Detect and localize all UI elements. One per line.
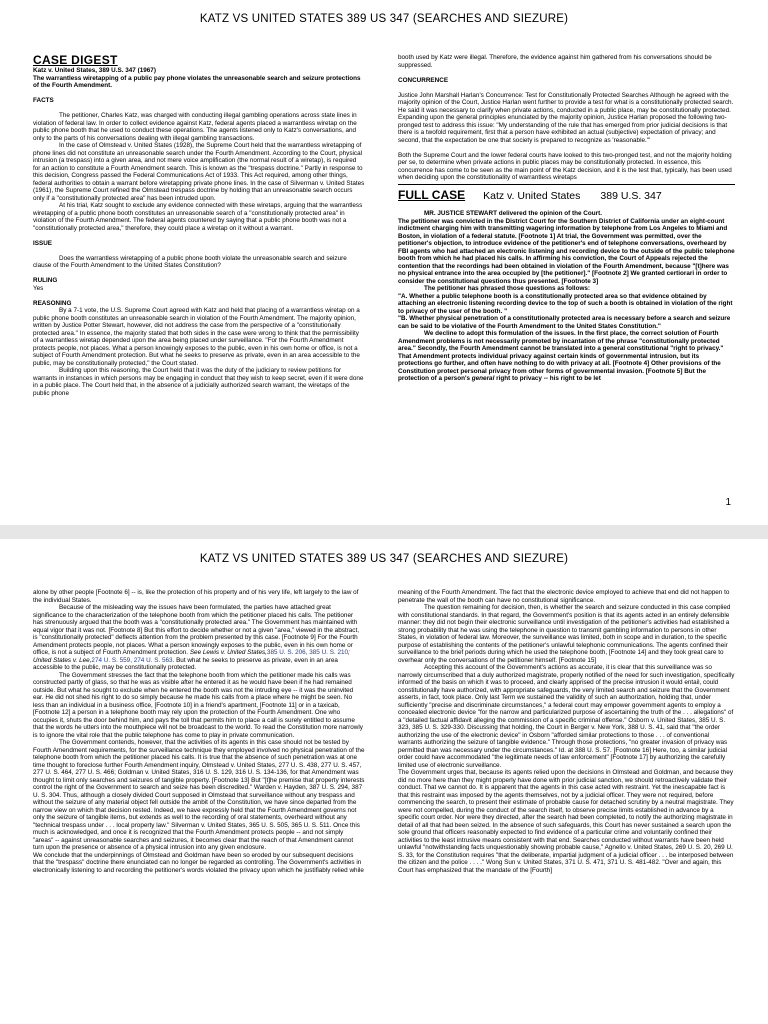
issue-heading: ISSUE: [33, 239, 53, 247]
issue-text: Does the warrantless wiretapping of a public phone booth violate the unreasonable search and seizure clause of the Fourth Amendment to the United States Constitution?: [33, 254, 347, 269]
right-column: [398, 54, 735, 496]
opinion-text: right to privacy -- his right to be let: [496, 375, 601, 382]
case-digest-title: CASE DIGEST: [33, 54, 118, 67]
left-paragraph: alone by other people [Footnote 6] -- is, like the protection of his property and of his very life, left largely to the law of the individual States.: [33, 589, 359, 604]
case-summary: The warrantless wiretapping of a public pay phone violates the unreasonable search and seizure protections of the Fourth Amendment.: [33, 74, 361, 89]
concurrence-paragraph: Justice John Marshall Harlan's Concurrence: Test for Constitutionally Protected Searches Although he agreed with the majority opinion of the Court, Justice Harlan went further to provide a test for what is a constitutionally protected search. He said it was necessary to clarify when private actions, conducted in a public place, may be constitutionally protected. Expanding upon the general principles enunciated by the majority opinion, Justice Harlan proposed the following two-pronged test to address this issue: "My understanding of the rule that has emerged from prior judicial decisions is that there is a twofold requirement, first that a person have exhibited an actual (subjective) expectation of privacy; and second, that the expectation be one that society is prepared to recognize as 'reasonable.'": [398, 91, 734, 144]
left-column: [33, 589, 365, 1024]
left-paragraph: The Government stresses the fact that the telephone booth from which the petitioner made his calls was constructed partly of glass, so that he was as visible after he entered it as he would have been if he had remained outside. But what he sought to exclude when he entered the booth was not the intruding eye -- it was the uninvited ear. He did not shed his right to do so simply because he made his calls from a place where he might be seen. No less than an individual in a business office, [Footnote 10] in a friend's apartment, [Footnote 11] or in a taxicab, [Footnote 12] a person in a telephone booth may rely upon the protection of the Fourth Amendment. One who occupies it, shuts the door behind him, and pays the toll that permits him to place a call is surely entitled to assume that the words he utters into the mouthpiece will not be broadcast to the world. To read the Constitution more narrowly is to ignore the vital role that the public telephone has come to play in private communication.: [33, 671, 363, 739]
facts-paragraph: In the case of Olmstead v. United States (1928), the Supreme Court held that the warrantless wiretapping of phone lines did not constitute an unreasonable search under the Fourth Amendment. According to the Court, physical intrusion (a trespass) into a given area, and not mere voice amplification (the normal result of a wiretap), is required for an action to constitute a Fourth Amendment search. This is known as the "trespass doctrine." Partly in response to this decision, Congress passed the Federal Communications Act of 1933. This Act required, among other things, federal authorities to obtain a warrant before wiretapping private phone lines. In the case of Silverman v. United States (1961), the Supreme Court refined the Olmstead trespass doctrine by holding that an unreasonable search occurs only if a "constitutionally protected area" has been intruded upon.: [33, 142, 365, 202]
right-paragraph: The question remaining for decision, then, is whether the search and seizure conducted in this case complied with constitutional standards. In that regard, the Government's position is that its agents acted in an entirely defensible manner: they did not begin their electronic surveillance until investigation of the petitioner's activities had established a strong probability that he was using the telephone in question to transmit gambling information to persons in other States, in violation of federal law. Moreover, the surveillance was limited, both in scope and in duration, to the specific purpose of establishing the contents of the petitioner's unlawful telephonic communications. The agents confined their surveillance to the brief periods during which he used the telephone booth, [Footnote 14] and they took great care to overhear only the conversations of the petitioner himself. [Footnote 15]: [398, 604, 731, 664]
case-citation-link[interactable]: 385 U. S. 206, 385 U. S. 210: [266, 649, 349, 656]
opinion-intro: MR. JUSTICE STEWART delivered the opinion of the Court.: [424, 210, 602, 217]
left-paragraph: [33, 604, 365, 672]
facts-heading: FACTS: [33, 97, 54, 104]
opinion-question: "B. Whether physical penetration of a constitutionally protected area is necessary before a search and seizure can be said to be violative of the Fourth Amendment to the United States Constitution.": [398, 315, 731, 330]
paragraph-text: . But what he seeks to preserve as private, even in an area accessible to the public, may be constitutionally protected.: [33, 656, 338, 671]
ruling-heading: RULING: [33, 277, 58, 284]
opinion-paragraph: The petitioner has phrased those questions as follows:: [424, 285, 591, 292]
left-column: [33, 54, 365, 496]
document-page-2: [0, 539, 768, 1024]
page-header: KATZ VS UNITED STATES 389 US 347 (SEARCHES AND SIEZURE): [199, 553, 569, 565]
right-paragraph: meaning of the Fourth Amendment. The fact that the electronic device employed to achieve that end did not happen to penetrate the wall of the booth can have no constitutional significance.: [398, 589, 730, 604]
full-case-citation: 389 U.S. 347: [600, 189, 662, 202]
right-paragraph: Accepting this account of the Government's actions as accurate, it is clear that this surveillance was so narrowly circumscribed that a duly authorized magistrate, properly notified of the need for such investigation, specifically informed of the basis on which it was to proceed, and clearly apprised of the precise intrusion it would entail, could constitutionally have authorized, with appropriate safeguards, the very limited search and seizure that the Government asserts, in fact, took place. Only last Term we sustained the validity of such an authorization, holding that, under sufficiently "precise and discriminate circumstances," a federal court may empower government agents to employ a concealed electronic device "for the narrow and particularized purpose of ascertaining the truth of the . . . allegations" of a "detailed factual affidavit alleging the commission of a specific criminal offense." Osborn v. United States, 385 U. S. 323, 385 U. S. 329-330. Discussing that holding, the Court in Berger v. New York, 388 U. S. 41, said that "the order authorizing the use of the electronic device" in Osborn "afforded similar protections to those . . . of conventional warrants authorizing the seizure of tangible evidence." Through those protections, "no greater invasion of privacy was permitted than was necessary under the circumstances." Id. at 388 U. S. 57. [Footnote 16] Here, too, a similar judicial order could have accommodated "the legitimate needs of law enforcement" [Footnote 17] by authorizing the carefully limited use of electronic surveillance.: [398, 664, 735, 769]
right-paragraph: The Government urges that, because its agents relied upon the decisions in Olmstead and Goldman, and because they did no more here than they might properly have done with prior judicial sanction, we should retroactively validate their conduct. That we cannot do. It is apparent that the agents in this case acted with restraint. Yet the inescapable fact is that this restraint was imposed by the agents themselves, not by a judicial officer. They were not required, before commencing the search, to present their estimate of probable cause for detached scrutiny by a neutral magistrate. They were not compelled, during the conduct of the search itself, to observe precise limits established in advance by a specific court order. Nor were they directed, after the search had been completed, to notify the authorizing magistrate in detail of all that had been seized. In the absence of such safeguards, this Court has never sustained a search upon the sole ground that officers reasonably expected to find evidence of a particular crime and voluntarily confined their activities to the least intrusive means consistent with that end. Searches conducted without warrants have been held unlawful "notwithstanding facts unquestionably showing probable cause," Agnello v. United States, 269 U. S. 20, 269 U. S. 33, for the Constitution requires "that the deliberate, impartial judgment of a judicial officer . . . be interposed between the citizen and the police . . . ." Wong Sun v. United States, 371 U. S. 471, 371 U. S. 481-482. "Over and again, this Court has emphasized that the mandate of the [Fourth]: [398, 769, 734, 874]
opinion-paragraph: [398, 330, 735, 383]
reasoning-heading: REASONING: [33, 299, 72, 307]
reasoning-paragraph: Building upon this reasoning, the Court held that it was the duty of the judiciary to review petitions for warrants in instances in which persons may be engaging in conduct that they wish to keep secret, even if it were done in a public place. The Court held that, in the absence of a judicially authorized search warrant, the wiretaps of the public phone: [33, 367, 364, 397]
page-gap: [0, 525, 768, 539]
opinion-text: We decline to adopt this formulation of the issues. In the first place, the correct solution of Fourth Amendment problems is not necessarily promoted by incantation of the phrase "constitutionally protected area." Secondly, the Fourth Amendment cannot be translated into a general constitutional "right to privacy." That Amendment protects individual privacy against certain kinds of governmental intrusion, but its protections go further, and often have nothing to do with privacy at all. [Footnote 4] Other provisions of the Constitution protect personal privacy from other forms of governmental invasion. [Footnote 5] But the protection of a person's: [398, 330, 724, 382]
paragraph-text: Because of the misleading way the issues have been formulated, the parties have attached great significance to the characterization of the telephone booth from which the petitioner placed his calls. The petitioner has strenuously argued that the booth was a "constitutionally protected area." The Government has maintained with equal vigor that it was not. [Footnote 8] But this effort to decide whether or not a given "area," viewed in the abstract, is "constitutionally protected" deflects attention from the problem presented by this case. [Footnote 9] For the Fourth Amendment protects people, not places. What a person knowingly exposes to the public, even in his own home or office, is not a subject of Fourth Amendment protection.: [33, 604, 359, 656]
concurrence-paragraph: Both the Supreme Court and the lower federal courts have looked to this two-pronged test, and not the majority holding per se, to determine when private actions in public places may be constitutionally protected. In essence, this concurrence has come to be seen as the main point of the Katz decision, and it is the test that, typically, has been used when deciding upon the constitutionality of warrantless wiretaps: [398, 151, 732, 181]
opinion-text-italic: general: [471, 375, 495, 382]
full-case-heading: [398, 188, 735, 203]
case-citation: Katz v. United States, 389 U.S. 347 (1967): [33, 67, 156, 74]
facts-paragraph: At his trial, Katz sought to exclude any evidence connected with these wiretaps, arguing that the warrantless wiretapping of a public phone booth constitutes an unreasonable search of a "constitutionally protected area" in violation of the Fourth Amendment. The federal agents countered by saying that a public phone booth was not a "constitutionally protected area," therefore, they could place a wiretap on it without a warrant.: [33, 202, 363, 232]
right-paragraph: booth used by Katz were illegal. Therefore, the evidence against him gathered from his conversations should be suppressed.: [398, 54, 712, 69]
case-reference: ; United States v. Lee,: [33, 649, 350, 664]
concurrence-heading: CONCURRENCE: [398, 76, 449, 84]
full-case-label: FULL CASE: [398, 187, 466, 202]
opinion-paragraph: The petitioner was convicted in the District Court for the Southern District of California under an eight-count indictment charging him with transmitting wagering information by telephone from Los Angeles to Miami and Boston, in violation of a federal statute. [Footnote 1] At trial, the Government was permitted, over the petitioner's objection, to introduce evidence of the petitioner's end of telephone conversations, overheard by FBI agents who had attached an electronic listening and recording device to the outside of the public telephone booth from which he had placed his calls. In affirming his conviction, the Court of Appeals rejected the contention that the recordings had been obtained in violation of the Fourth Amendment, because "[t]here was no physical entrance into the area occupied by [the petitioner]." [Footnote 2] We granted certiorari in order to consider the constitutional questions thus presented. [Footnote 3]: [398, 217, 735, 285]
case-citation-link[interactable]: 274 U. S. 559, 274 U. S. 563: [91, 656, 173, 664]
right-column: [398, 589, 735, 1024]
page-header: KATZ VS UNITED STATES 389 US 347 (SEARCHES AND SIEZURE): [199, 13, 569, 25]
page-number: 1: [725, 497, 731, 508]
reasoning-paragraph: By a 7-1 vote, the U.S. Supreme Court agreed with Katz and held that placing of a warrantless wiretap on a public phone booth constitutes an unreasonable search in violation of the Fourth Amendment. The majority opinion, written by Justice Potter Stewart, however, did not address the case from the perspective of a "constitutionally protected area." In essence, the majority stated that both sides in the case were wrong to think that the permissibility of a warrantless wiretap depended upon the area being placed under surveillance. "For the Fourth Amendment protects people, not places. What a person knowingly exposes to the public, even in his own home or office, is not a subject of Fourth Amendment protection. But what he seeks to preserve as private, even in an area accessible to the public, may be constitutionally protected," the Court stated.: [33, 307, 360, 367]
divider: [398, 184, 735, 185]
ruling-text: Yes: [33, 284, 44, 292]
opinion-question: "A. Whether a public telephone booth is a constitutionally protected area so that evidence obtained by attaching an electronic listening recording device to the top of such a booth is obtained in violation of the right to privacy of the user of the booth. ": [398, 292, 733, 315]
left-paragraph: The Government contends, however, that the activities of its agents in this case should not be tested by Fourth Amendment requirements, for the surveillance technique they employed involved no physical penetration of the telephone booth from which the petitioner placed his calls. It is true that the absence of such penetration was at one time thought to foreclose further Fourth Amendment inquiry, Olmstead v. United States, 277 U. S. 438, 277 U. S. 457, 277 U. S. 464, 277 U. S. 466; Goldman v. United States, 316 U. S. 129, 316 U. S. 134-136, for that Amendment was thought to limit only searches and seizures of tangible property. [Footnote 13] But "[t]he premise that property interests control the right of the Government to search and seize has been discredited." Warden v. Hayden, 387 U. S. 294, 387 U. S. 304. Thus, although a closely divided Court supposed in Olmstead that surveillance without any trespass and without the seizure of any material object fell outside the ambit of the Constitution, we have since departed from the narrow view on which that decision rested. Indeed, we have expressly held that the Fourth Amendment governs not only the seizure of tangible items, but extends as well to the recording of oral statements, overheard without any "technical trespass under . . . local property law." Silverman v. United States, 365 U. S. 505, 365 U. S. 511. Once this much is acknowledged, and once it is recognized that the Fourth Amendment protects people -- and not simply "areas" -- against unreasonable searches and seizures, it becomes clear that the reach of that Amendment cannot turn upon the presence or absence of a physical intrusion into any given enclosure.: [33, 739, 365, 851]
full-case-name: Katz v. United States: [483, 189, 581, 202]
facts-paragraph: The petitioner, Charles Katz, was charged with conducting illegal gambling operations across state lines in violation of federal law. In order to collect evidence against Katz, federal agents placed a warrantless wiretap on the public phone booth that he used to conduct these operations. The agents listened only to Katz's conversations, and only to the parts of his conversations dealing with illegal gambling transactions.: [33, 112, 357, 142]
left-paragraph: We conclude that the underpinnings of Olmstead and Goldman have been so eroded by our subsequent decisions that the "trespass" doctrine there enunciated can no longer be regarded as controlling. The Government's activities in electronically listening to and recording the petitioner's words violated the privacy upon which he justifiably relied while: [33, 851, 364, 874]
see-reference: See Lewis v. United States,: [189, 649, 267, 656]
